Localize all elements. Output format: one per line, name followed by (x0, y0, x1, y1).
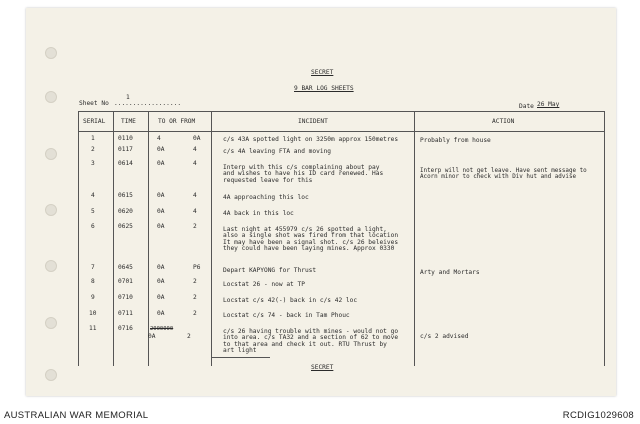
date-label: Date (519, 103, 534, 110)
cell-from: 2 (193, 223, 197, 230)
table-top-rule (78, 111, 605, 112)
cell-action: Probably from house (420, 137, 491, 144)
binder-hole (45, 369, 57, 381)
cell-serial: 10 (89, 310, 97, 317)
cell-incident: 4A approaching this loc (223, 194, 309, 201)
cell-to: 0A (157, 310, 165, 317)
cell-from: 4 (193, 160, 197, 167)
cell-from: 2 (193, 310, 197, 317)
cell-incident: Last night at 455979 c/s 26 spotted a light, also a single shot was fired from that location It may have been a signal shot. c/s 26 beleives they could have been laying mines. Approx 0330 (223, 226, 399, 253)
date-value: 26 May (537, 101, 560, 108)
cell-from: 4 (193, 192, 197, 199)
cell-struck-entry: 2000000 (150, 326, 174, 332)
column-header-time: TIME (121, 118, 136, 125)
cell-time: 0620 (118, 208, 133, 215)
column-divider (604, 111, 605, 366)
cell-to: 0A (157, 208, 165, 215)
cell-time: 0625 (118, 223, 133, 230)
cell-incident: Interp with this c/s complaining about pay and wishes to have his ID card renewed. Has requested leave for this (223, 164, 384, 184)
sheet-dots: .................. (114, 100, 182, 107)
cell-incident: Locstat 26 - now at TP (223, 281, 305, 288)
binder-hole (45, 148, 57, 160)
footer-institution: AUSTRALIAN WAR MEMORIAL (4, 410, 149, 421)
cell-action: c/s 2 advised (420, 333, 469, 340)
cell-to: 0A (157, 160, 165, 167)
cell-to: 0A (157, 192, 165, 199)
binder-hole (45, 204, 57, 216)
classification-bottom: SECRET (311, 364, 334, 371)
cell-serial: 1 (91, 135, 95, 142)
binder-hole (45, 260, 57, 272)
cell-from: P6 (193, 264, 201, 271)
column-header-serial: SERIAL (83, 118, 106, 125)
table-header-rule (78, 131, 605, 132)
cell-to: 0A (157, 146, 165, 153)
cell-to: 0A (148, 333, 156, 340)
cell-incident: Locstat c/s 74 - back in Tam Phouc (223, 312, 350, 319)
cell-time: 0117 (118, 146, 133, 153)
cell-incident: c/s 26 having trouble with mines - would not go into area. c/s TA32 and a section of 62 to move to that area and check it out. RTU Thrust by art light (223, 328, 399, 355)
cell-serial: 11 (89, 325, 97, 332)
cell-to: 0A (157, 264, 165, 271)
cell-serial: 9 (91, 294, 95, 301)
column-divider (414, 111, 415, 366)
cell-action: Interp will not get leave. Have sent message to Acorn minor to check with Div hut and advise (420, 168, 587, 181)
cell-serial: 8 (91, 278, 95, 285)
cell-incident: c/s 43A spotted light on 3250m approx 150metres (223, 136, 399, 143)
cell-serial: 5 (91, 208, 95, 215)
cell-time: 0110 (118, 135, 133, 142)
column-divider (113, 111, 114, 366)
cell-from: 0A (193, 135, 201, 142)
binder-hole (45, 47, 57, 59)
document-title: 9 BAR LOG SHEETS (294, 85, 354, 92)
cell-incident: Locstat c/s 42(-) back in c/s 42 loc (223, 297, 358, 304)
sheet-label: Sheet No (79, 100, 109, 107)
cell-from: 4 (193, 146, 197, 153)
column-divider (148, 111, 149, 366)
cell-time: 0615 (118, 192, 133, 199)
footer-record-id: RCDIG1029608 (562, 410, 634, 421)
cell-serial: 7 (91, 264, 95, 271)
cell-from: 2 (193, 294, 197, 301)
cell-to: 0A (157, 294, 165, 301)
cell-serial: 3 (91, 160, 95, 167)
column-divider (211, 111, 212, 366)
classification-top: SECRET (311, 69, 334, 76)
column-divider (78, 111, 79, 366)
column-header-to-from: TO OR FROM (158, 118, 196, 125)
cell-time: 0711 (118, 310, 133, 317)
sheet-number: 1 (126, 94, 130, 101)
cell-from: 4 (193, 208, 197, 215)
cell-serial: 6 (91, 223, 95, 230)
binder-hole (45, 317, 57, 329)
cell-time: 0645 (118, 264, 133, 271)
cell-time: 0716 (118, 325, 133, 332)
cell-time: 0614 (118, 160, 133, 167)
cell-from: 2 (193, 278, 197, 285)
cell-serial: 4 (91, 192, 95, 199)
cell-incident: Depart KAPYONG for Thrust (223, 267, 317, 274)
binder-hole (45, 91, 57, 103)
cell-from: 2 (187, 333, 191, 340)
column-header-action: ACTION (492, 118, 515, 125)
cell-to: 4 (157, 135, 161, 142)
column-header-incident: INCIDENT (298, 118, 328, 125)
cell-serial: 2 (91, 146, 95, 153)
cell-time: 0710 (118, 294, 133, 301)
cell-incident: 4A back in this loc (223, 210, 294, 217)
cell-action: Arty and Mortars (420, 269, 480, 276)
cell-to: 0A (157, 278, 165, 285)
document-sheet (26, 8, 616, 396)
cell-time: 0701 (118, 278, 133, 285)
table-bottom-rule (212, 357, 270, 358)
cell-incident: c/s 4A leaving FTA and moving (223, 148, 332, 155)
cell-to: 0A (157, 223, 165, 230)
